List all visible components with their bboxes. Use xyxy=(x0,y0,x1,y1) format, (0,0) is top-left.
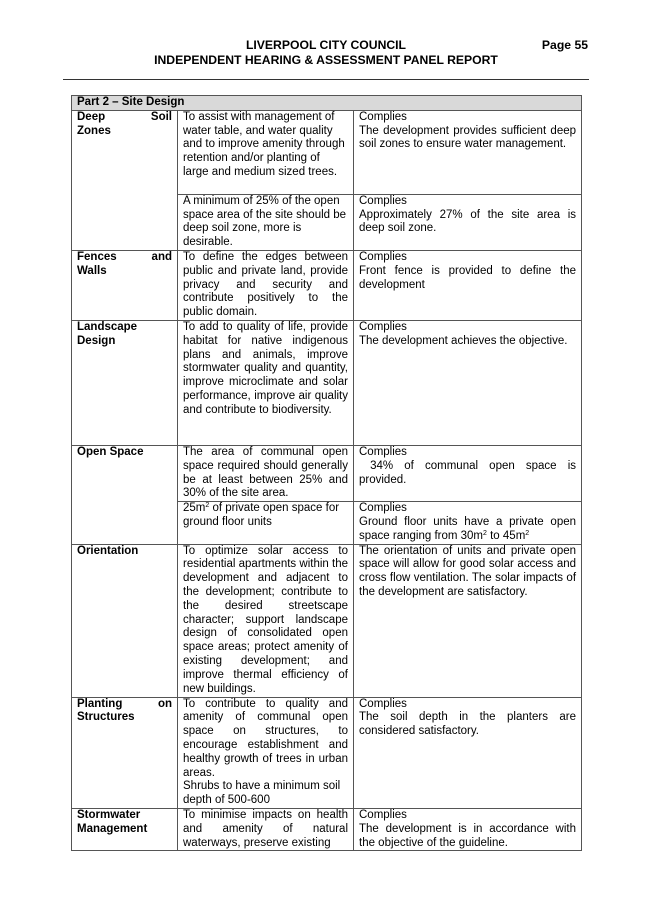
row-label-stormwater: Stormwater Management xyxy=(72,808,178,850)
page-number: Page 55 xyxy=(541,38,588,52)
assessment-cell: The orientation of units and private open space will allow for good solar access and cross flow ventilation. The solar impacts of the development are satisfactory. xyxy=(354,544,582,697)
objective-cell: To minimise impacts on health and amenity of natural waterways, preserve existing xyxy=(178,808,354,850)
objective-cell: A minimum of 25% of the open space area of the site should be deep soil zone, more is desirable. xyxy=(178,194,354,250)
assessment-cell: Complies The development is in accordance with the objective of the guideline. xyxy=(354,808,582,850)
header-rule xyxy=(63,79,589,80)
status-text: Complies xyxy=(359,320,407,333)
assessment-cell: Complies The soil depth in the planters are considered satisfactory. xyxy=(354,697,582,808)
status-text: Complies xyxy=(359,808,407,821)
assessment-cell: Complies 34% of communal open space is provided. xyxy=(354,445,582,501)
status-text: Complies xyxy=(359,697,407,710)
row-label-landscape: Landscape Design xyxy=(72,320,178,445)
status-text: Complies xyxy=(359,250,407,263)
objective-cell: To add to quality of life, provide habitat for native indigenous plans and animals, improve stormwater quality and quantity, improve microclimate and solar performance, improve air quality and contribute to biodiversity. xyxy=(178,320,354,445)
status-text: Complies xyxy=(359,502,407,515)
objective-cell: To contribute to quality and amenity of communal open space on structures, to encourage establishment and healthy growth of trees in urban areas. Shrubs to have a minimum soil depth of 500-600 xyxy=(178,697,354,808)
table-row xyxy=(72,250,582,320)
section-title: Part 2 – Site Design xyxy=(72,96,582,111)
table-row xyxy=(72,808,582,850)
objective-cell: $25m^2$ of private open space for ground floor units xyxy=(178,502,354,544)
table-row xyxy=(72,445,582,501)
row-label-deep-soil: Deep Soil Zones xyxy=(72,110,178,250)
row-label-fences: Fences and Walls xyxy=(72,250,178,320)
council-name: LIVERPOOL CITY COUNCIL xyxy=(245,38,407,52)
status-text: Complies xyxy=(359,445,407,458)
row-label-orientation: Orientation xyxy=(72,544,178,697)
report-title: INDEPENDENT HEARING & ASSESSMENT PANEL REPORT xyxy=(154,53,498,67)
objective-cell: To assist with management of water table, and water quality and to improve amenity through retention and/or planting of large and medium sized trees. xyxy=(178,110,354,194)
objective-cell: To define the edges between public and private land, provide privacy and security and contribute positively to the public domain. xyxy=(178,250,354,320)
table-row xyxy=(72,110,582,194)
status-text: Complies xyxy=(359,110,407,123)
section-header-row xyxy=(72,96,582,111)
table-row xyxy=(72,697,582,808)
objective-cell: To optimize solar access to residential apartments within the development and adjacent to the development; contribute to the desired streetscape character; support landscape design of consolidated open space areas; protect amenity of existing development; and improve thermal efficiency of new buildings. xyxy=(178,544,354,697)
assessment-cell: Complies Front fence is provided to define the development xyxy=(354,250,582,320)
assessment-cell: Complies The development achieves the objective. xyxy=(354,320,582,445)
table-row xyxy=(72,544,582,697)
row-label-planting: Planting on Structures xyxy=(72,697,178,808)
row-label-open-space: Open Space xyxy=(72,445,178,544)
status-text: Complies xyxy=(359,194,407,207)
assessment-cell: Complies The development provides sufficient deep soil zones to ensure water management. xyxy=(354,110,582,194)
table-row xyxy=(72,320,582,445)
assessment-cell: Complies Ground floor units have a private open space ranging from $30m^2$ to $45m^2$ xyxy=(354,502,582,544)
site-design-table xyxy=(71,95,582,851)
objective-cell: The area of communal open space required should generally be at least between 25% and 30% of the site area. xyxy=(178,445,354,501)
assessment-cell: Complies Approximately 27% of the site area is deep soil zone. xyxy=(354,194,582,250)
